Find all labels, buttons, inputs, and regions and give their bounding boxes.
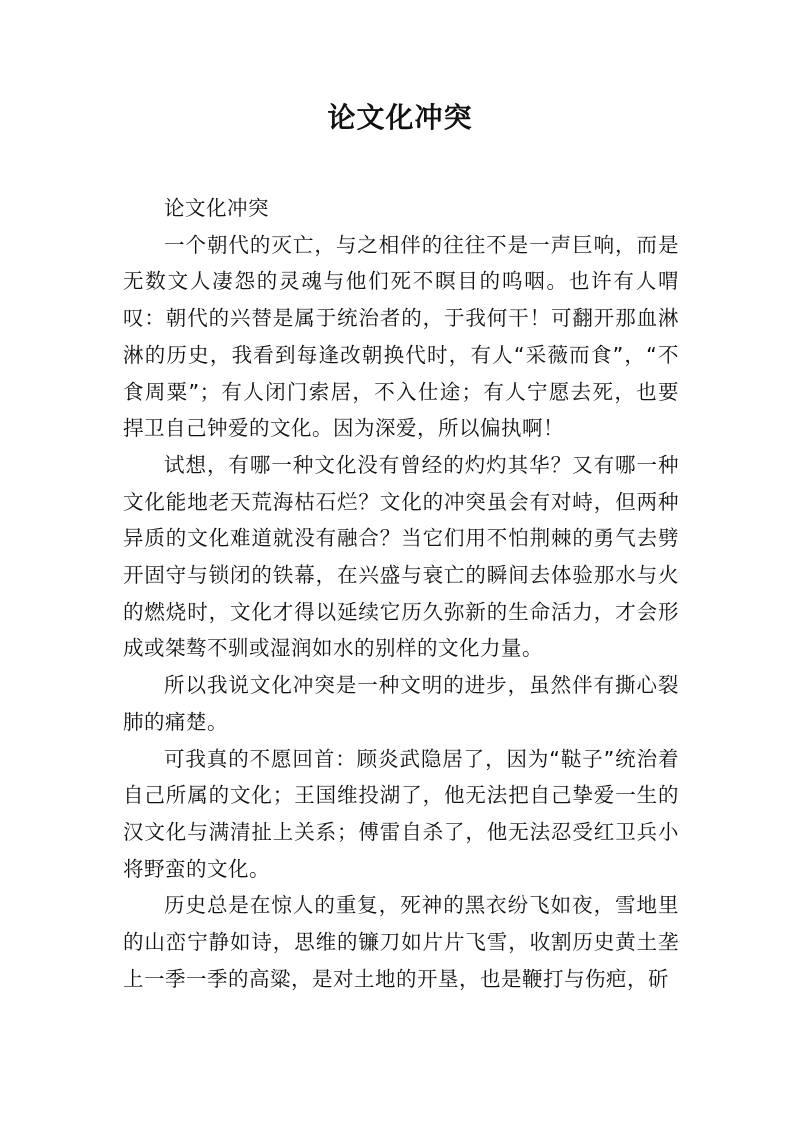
paragraph: 可我真的不愿回首：顾炎武隐居了，因为“鞑子”统治着自己所属的文化；王国维投湖了，他无法把自己挚爱一生的汉文化与满清扯上关系；傅雷自杀了，他无法忍受红卫兵小将野蛮的文化。 <box>123 746 679 881</box>
paragraph: 论文化冲突 <box>164 196 269 220</box>
document-body <box>123 190 679 997</box>
paragraph: 试想，有哪一种文化没有曾经的灼灼其华？又有哪一种文化能地老天荒海枯石烂？文化的冲突虽会有对峙，但两种异质的文化难道就没有融合？当它们用不怕荆棘的勇气去劈开固守与锁闭的铁幕，在兴盛与衰亡的瞬间去体验那水与火的燃烧时，文化才得以延续它历久弥新的生命活力，才会形成或桀骜不驯或湿润如水的别样的文化力量。 <box>123 452 679 661</box>
document-title: 论文化冲突 <box>327 101 473 134</box>
paragraph: 历史总是在惊人的重复，死神的黑衣纷飞如夜，雪地里的山峦宁静如诗，思维的镰刀如片片飞雪，收割历史黄土垄上一季一季的高粱，是对土地的开垦，也是鞭打与伤疤，斫 <box>123 893 679 991</box>
paragraph: 一个朝代的灭亡，与之相伴的往往不是一声巨响，而是无数文人凄怨的灵魂与他们死不瞑目的呜咽。也许有人喟叹：朝代的兴替是属于统治者的，于我何干！可翻开那血淋淋的历史，我看到每逢改朝换代时，有人“采薇而食”，“不食周粟”；有人闭门索居，不入仕途；有人宁愿去死，也要捍卫自己钟爱的文化。因为深爱，所以偏执啊！ <box>123 232 679 441</box>
paragraph: 所以我说文化冲突是一种文明的进步，虽然伴有撕心裂肺的痛楚。 <box>123 673 679 734</box>
